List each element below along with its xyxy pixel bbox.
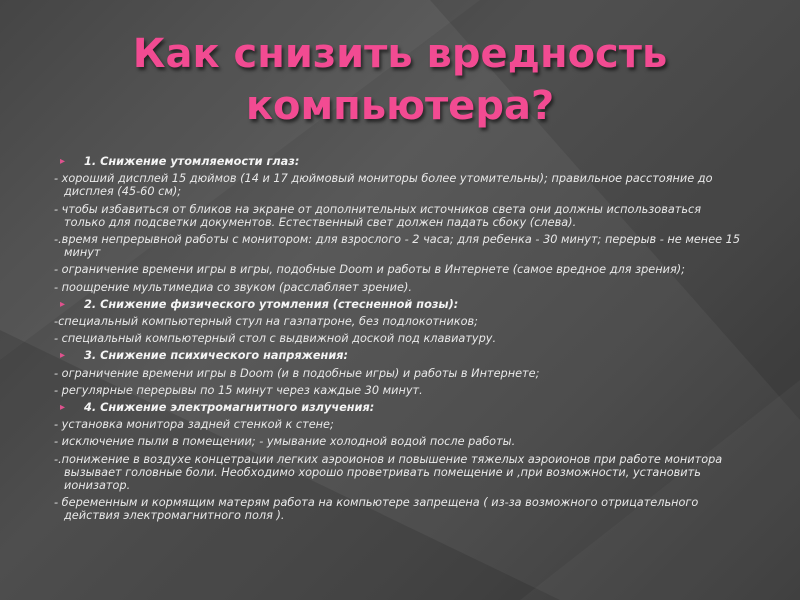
- title-line-1: Как снизить вредность: [132, 31, 668, 77]
- section-heading: [54, 349, 744, 362]
- list-item: - хороший дисплей 15 дюймов (14 и 17 дюймовый мониторы более утомительны); правильное расстояние до дисплея (45-60 см);: [54, 172, 713, 199]
- list-item: - ограничение времени игры в Doom (и в подобные игры) и работы в Интернете;: [54, 366, 540, 380]
- arrow-bullet-icon: ▸: [60, 350, 66, 362]
- section-heading: [54, 298, 744, 311]
- list-item: -.понижение в воздухе концетрации легких аэроионов и повышение тяжелых аэроионов при работе монитора вызывает головные боли. Необходимо хорошо проветривать помещение и ,при возможности, установить ионизатор.: [54, 452, 723, 493]
- section-heading-text: 1. Снижение утомляемости глаз:: [84, 155, 300, 168]
- slide-content: [54, 155, 744, 527]
- list-item: - поощрение мультимедиа со звуком (расслабляет зрение).: [54, 280, 412, 294]
- list-item: - регулярные перерывы по 15 минут через каждые 30 минут.: [54, 383, 423, 397]
- list-item: - чтобы избавиться от бликов на экране от дополнительных источников света они должны использоваться только для подсветки документов. Естественный свет должен падать сбоку (слева).: [54, 202, 702, 229]
- list-item: - ограничение времени игры в игры, подобные Doom и работы в Интернете (самое вредное для зрения);: [54, 263, 685, 277]
- slide-title: [0, 28, 800, 132]
- arrow-bullet-icon: ▸: [60, 156, 66, 167]
- list-item: - исключение пыли в помещении; - умывание холодной водой после работы.: [54, 435, 516, 449]
- list-item: - беременным и кормящим матерям работа на компьютере запрещена ( из-за возможного отрицательного действия электромагнитного поля ).: [54, 496, 699, 523]
- arrow-bullet-icon: ▸: [60, 402, 66, 414]
- list-item: -специальный компьютерный стул на газпатроне, без подлокотников;: [54, 315, 478, 329]
- section-heading-text: 2. Снижение физического утомления (стесненной позы):: [84, 297, 459, 311]
- list-item: -.время непрерывной работы с монитором: для взрослого - 2 часа; для ребенка - 30 минут; перерыв - не менее 15 минут: [54, 233, 741, 260]
- section-heading: [54, 401, 744, 414]
- arrow-bullet-icon: ▸: [60, 298, 66, 310]
- section-heading-text: 3. Снижение психического напряжения:: [84, 349, 349, 363]
- list-item: - специальный компьютерный стол с выдвижной доской под клавиатуру.: [54, 332, 497, 346]
- section-heading-text: 4. Снижение электромагнитного излучения:: [84, 401, 375, 415]
- title-line-2: компьютера?: [245, 83, 555, 129]
- list-item: - установка монитора задней стенкой к стене;: [54, 418, 334, 432]
- section-heading: [54, 155, 744, 168]
